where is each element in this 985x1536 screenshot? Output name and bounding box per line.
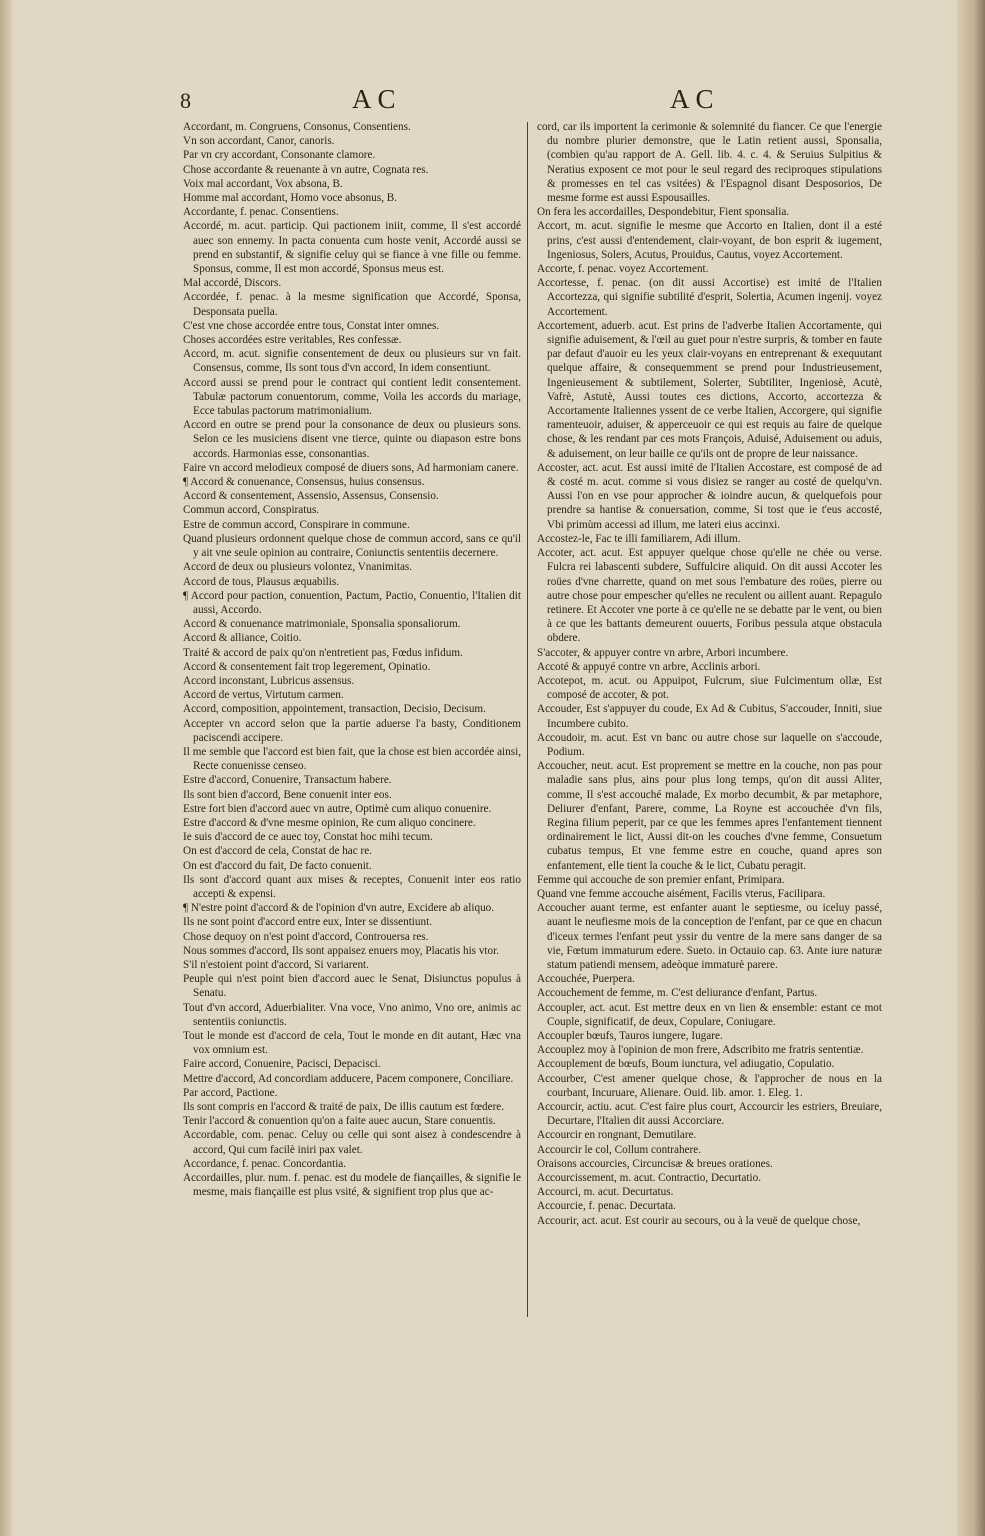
column-divider	[527, 122, 528, 1317]
dictionary-entry: Accorte, f. penac. voyez Accortement.	[537, 263, 709, 276]
dictionary-entry: Accouplement de bœufs, Boum iunctura, vel adiugatio, Copulatio.	[537, 1058, 835, 1071]
dictionary-entry: Accepter vn accord selon que la partie aduerse l'a basty, Conditionem paciscendi accipere.	[183, 717, 521, 744]
dictionary-entry: S'il n'estoient point d'accord, Si variarent.	[183, 958, 369, 971]
dictionary-entry: Accordé, m. acut. particip. Qui pactionem iniit, comme, Il s'est accordé auec son ennemy. In pacta conuenta cum hoste venit, Accordé aussi se prend en substantif, & signifie celuy qui se fiance à vne fille ou femme. Sponsus, comme, Il est mon accordé, Sponsus meus est.	[183, 220, 521, 276]
page-header	[180, 84, 940, 116]
dictionary-entry: Tenir l'accord & conuention qu'on a faite auec aucun, Stare conuentis.	[183, 1115, 496, 1128]
dictionary-entry: Par vn cry accordant, Consonante clamore.	[183, 149, 376, 162]
dictionary-entry: Accord & consentement, Assensio, Assensus, Consensio.	[183, 490, 439, 503]
dictionary-entry: Accouchement de femme, m. C'est deliurance d'enfant, Partus.	[537, 987, 818, 1000]
dictionary-entry: Ils sont compris en l'accord & traité de paix, De illis cautum est fœdere.	[183, 1101, 505, 1114]
dictionary-entry: Accordable, com. penac. Celuy ou celle qui sont aisez à condescendre à accord, Qui cum facilè iniri pax valet.	[183, 1129, 521, 1156]
dictionary-entry: Faire accord, Conuenire, Pacisci, Depacisci.	[183, 1058, 381, 1071]
dictionary-entry: Faire vn accord melodieux composé de diuers sons, Ad harmoniam canere.	[183, 461, 519, 474]
dictionary-entry: Accort, m. acut. signifie le mesme que Accorto en Italien, dont il a esté prins, c'est aussi d'entendement, clair-voyant, de bon esprit & iugement, Ingeniosus, Solers, Acutus, Prouidus, Cautus, voyez Accortement.	[537, 220, 882, 261]
dictionary-entry: Accostez-le, Fac te illi familiarem, Adi illum.	[537, 532, 741, 545]
dictionary-entry: Accoté & appuyé contre vn arbre, Acclinis arbori.	[537, 660, 761, 673]
dictionary-entry: C'est vne chose accordée entre tous, Constat inter omnes.	[183, 319, 440, 332]
dictionary-entry: Accord de deux ou plusieurs volontez, Vnanimitas.	[183, 561, 413, 574]
left-column	[183, 120, 521, 1199]
dictionary-entry: On est d'accord du fait, De facto conuenit.	[183, 859, 372, 872]
dictionary-entry: Estre fort bien d'accord auec vn autre, Optimè cum aliquo conuenire.	[183, 802, 492, 815]
dictionary-entry: On fera les accordailles, Despondebitur, Fient sponsalia.	[537, 206, 790, 219]
dictionary-entry: Tout le monde est d'accord de cela, Tout le monde en dit autant, Hæc vna vox omnium est.	[183, 1030, 521, 1057]
dictionary-entry: Mettre d'accord, Ad concordiam adducere, Pacem componere, Conciliare.	[183, 1072, 514, 1085]
dictionary-entry: Accoucher auant terme, est enfanter auant le septiesme, ou iceluy passé, auant le neufiesme mois de la conception de l'enfant, par ce que en chacun d'iceux termes l'enfant peut yssir du ventre de la mere sans danger de sa vie, Fœtum immaturum edere. Sueto. in Octauio cap. 63. Ante iure naturæ statum patiendi mensem, adeòque immaturè parere.	[537, 902, 882, 971]
dictionary-entry: Ils ne sont point d'accord entre eux, Inter se dissentiunt.	[183, 916, 433, 929]
dictionary-entry: Accord & alliance, Coitio.	[183, 632, 302, 645]
dictionary-entry: Accord inconstant, Lubricus assensus.	[183, 674, 355, 687]
dictionary-entry: Accord, composition, appointement, transaction, Decisio, Decisum.	[183, 703, 486, 716]
dictionary-entry: Accouder, Est s'appuyer du coude, Ex Ad & Cubitus, S'accouder, Inniti, siue Incumbere cubito.	[537, 703, 882, 730]
dictionary-entry: Traité & accord de paix qu'on n'entretient pas, Fœdus infidum.	[183, 646, 463, 659]
dictionary-entry: Chose accordante & reuenante à vn autre, Cognata res.	[183, 163, 429, 176]
dictionary-entry: Commun accord, Conspiratus.	[183, 504, 320, 517]
page-edge	[957, 0, 985, 1536]
dictionary-entry: Accord & conuenance matrimoniale, Sponsalia sponsaliorum.	[183, 618, 461, 631]
dictionary-entry: cord, car ils importent la cerimonie & solemnité du fiancer. Ce que l'energie du nombre plurier demonstre, que le Latin retient aussi, Sponsalia, (combien qu'au rapport de A. Gell. lib. 4. c. 4. & Seruius Sulpitius & Neratius exposent ce mot pour le seul regard des reciproques stipulations & promesses en tel cas vsitées) & l'Espagnol disant Desposorios, De mesme forme est aussi Espousailles.	[537, 121, 882, 205]
dictionary-entry: Accord & consentement fait trop legerement, Opinatio.	[183, 660, 431, 673]
left-column-head: AC	[352, 84, 402, 114]
page-binding	[0, 0, 14, 1536]
dictionary-entry: Estre d'accord & d'vne mesme opinion, Re cum aliquo concinere.	[183, 816, 476, 829]
dictionary-entry: Accordailles, plur. num. f. penac. est du modele de fiançailles, & signifie le mesme, mais fiançaille est plus vsité, & signifient trop plus que ac-	[183, 1172, 521, 1199]
dictionary-entry: On est d'accord de cela, Constat de hac re.	[183, 845, 373, 858]
dictionary-entry: Accordant, m. Congruens, Consonus, Consentiens.	[183, 121, 411, 133]
dictionary-entry: Femme qui accouche de son premier enfant, Primipara.	[537, 873, 785, 886]
dictionary-entry: Oraisons accourcies, Circuncisæ & breues orationes.	[537, 1157, 773, 1170]
dictionary-entry: Accouplez moy à l'opinion de mon frere, Adscribito me fratris sententiæ.	[537, 1044, 864, 1057]
dictionary-entry: Accourcir en rongnant, Demutilare.	[537, 1129, 697, 1142]
dictionary-entry: ¶ N'estre point d'accord & de l'opinion d'vn autre, Excidere ab aliquo.	[183, 902, 495, 915]
dictionary-entry: Ils sont d'accord quant aux mises & receptes, Conuenit inter eos ratio accepti & expensi.	[183, 873, 521, 900]
dictionary-entry: Accoupler, act. acut. Est mettre deux en vn lien & ensemble: estant ce mot Couple, significatif, de deux, Copulare, Coniugare.	[537, 1001, 882, 1028]
dictionary-entry: Voix mal accordant, Vox absona, B.	[183, 177, 343, 190]
dictionary-entry: Chose dequoy on n'est point d'accord, Controuersa res.	[183, 930, 429, 943]
dictionary-entry: Accord aussi se prend pour le contract qui contient ledit consentement. Tabulæ pactorum conuentorum, comme, Voila les accords du mariage, Ecce tabulas pactorum matrimonialium.	[183, 376, 521, 418]
dictionary-entry: Accouchée, Puerpera.	[537, 973, 635, 986]
dictionary-entry: Par accord, Pactione.	[183, 1086, 278, 1099]
dictionary-entry: Accordante, f. penac. Consentiens.	[183, 206, 339, 219]
dictionary-entry: Accotepot, m. acut. ou Appuipot, Fulcrum, siue Fulcimentum ollæ, Est composé de accoter, & pot.	[537, 674, 882, 702]
dictionary-entry: Accoudoir, m. acut. Est vn banc ou autre chose sur laquelle on s'accoude, Podium.	[537, 731, 882, 758]
dictionary-entry: Accordance, f. penac. Concordantia.	[183, 1157, 347, 1170]
dictionary-entry: S'accoter, & appuyer contre vn arbre, Arbori incumbere.	[537, 646, 789, 659]
page-number: 8	[180, 88, 191, 113]
dictionary-entry: Accortesse, f. penac. (on dit aussi Accortise) est imité de l'Italien Accortezza, qui signifie subtilité d'esprit, Solertia, Acumen ingenij. voyez Accortement.	[537, 277, 882, 318]
dictionary-entry: Choses accordées estre veritables, Res confessæ.	[183, 334, 402, 347]
dictionary-entry: Accoucher, neut. acut. Est proprement se mettre en la couche, non pas pour maladie sans plus, ains pour plus long temps, qu'on dit aussi Aliter, comme, Il s'est accouché malade, Ex morbo decumbit, & par metaphore, Deliurer d'enfant, Parere, comme, La Royne est accouchée d'vn fils, Regina filium peperit, par ce que les femmes apres l'enfantement tiennent ordinairement le lict, Aussi dit-on les couches d'vne femme, Consuetum cubatus tempus, Et vne femme estre en couche, quand apres son enfantement, elle tient la couche & le lict, Cubatu peragit.	[537, 760, 882, 872]
dictionary-entry: Accourir, act. acut. Est courir au secours, ou à la veuë de quelque chose,	[537, 1214, 861, 1227]
dictionary-entry: Accourcir le col, Collum contrahere.	[537, 1143, 702, 1156]
dictionary-entry: ¶ Accord pour paction, conuention, Pactum, Pactio, Conuentio, l'Italien dit aussi, Accordo.	[183, 589, 521, 616]
dictionary-entry: Accordée, f. penac. à la mesme signification que Accordé, Sponsa, Desponsata puella.	[183, 291, 521, 318]
dictionary-entry: Peuple qui n'est point bien d'accord auec le Senat, Disiunctus populus à Senatu.	[183, 973, 521, 1000]
dictionary-entry: ¶ Accord & conuenance, Consensus, huius consensus.	[183, 476, 425, 489]
dictionary-entry: Accoter, act. acut. Est appuyer quelque chose qu'elle ne chée ou verse. Fulcra rei labascenti subdere, Suffulcire aliquid. On dit aussi Accoter les roües d'vne charrette, quand on met sous l'embature des roües, pierre ou autre chose pour empescher qu'elles ne reculent ou aillent auant. Repagulo retinere. Et Accoter vne porte à ce qu'elle ne se debatte par le vent, ou bien à ce que les battants demeurent ouuerts, Foribus pessula atque obstacula obdere.	[537, 547, 882, 645]
dictionary-entry: Accoster, act. acut. Est aussi imité de l'Italien Accostare, est composé de ad & costé m. acut. comme si vous disiez se ranger au costé de quelqu'vn. Aussi l'on en vse pour approcher & ioindre aucun, & quelquefois pour prendre sa hantise & conuersation, comme, Si tost que ie t'eus accosté, Vbi primùm accessi ad illum, me lateri eius accinxi.	[537, 461, 882, 531]
dictionary-entry: Mal accordé, Discors.	[183, 277, 282, 290]
dictionary-entry: Estre d'accord, Conuenire, Transactum habere.	[183, 774, 392, 787]
dictionary-entry: Accourci, m. acut. Decurtatus.	[537, 1186, 674, 1199]
dictionary-entry: Homme mal accordant, Homo voce absonus, B.	[183, 192, 398, 205]
dictionary-entry: Vn son accordant, Canor, canoris.	[183, 135, 335, 148]
dictionary-entry: Quand plusieurs ordonnent quelque chose de commun accord, sans ce qu'il y ait vne seule opinion au contraire, Coniunctis sententiis decernere.	[183, 532, 521, 560]
dictionary-entry: Ie suis d'accord de ce auec toy, Constat hoc mihi tecum.	[183, 831, 433, 844]
dictionary-entry: Accourcie, f. penac. Decurtata.	[537, 1200, 676, 1213]
dictionary-entry: Estre de commun accord, Conspirare in commune.	[183, 518, 410, 531]
dictionary-entry: Accoupler bœufs, Tauros iungere, Iugare.	[537, 1030, 723, 1042]
dictionary-entry: Tout d'vn accord, Aduerbialiter. Vna voce, Vno animo, Vno ore, animis ac sententiis coniunctis.	[183, 1001, 521, 1028]
dictionary-entry: Accourcissement, m. acut. Contractio, Decurtatio.	[537, 1172, 761, 1185]
dictionary-entry: Nous sommes d'accord, Ils sont appaisez enuers moy, Placatis his vtor.	[183, 944, 500, 957]
dictionary-entry: Quand vne femme accouche aisément, Facilis vterus, Facilipara.	[537, 887, 826, 900]
dictionary-entry: Ils sont bien d'accord, Bene conuenit inter eos.	[183, 788, 392, 801]
dictionary-entry: Accord en outre se prend pour la consonance de deux ou plusieurs sons. Selon ce les musiciens disent vne tierce, quinte ou diapason estre bons accords. Harmonias esse, consonantias.	[183, 419, 521, 460]
right-column	[537, 120, 882, 1228]
dictionary-entry: Accourcir, actiu. acut. C'est faire plus court, Accourcir les estriers, Breuiare, Decurtare, l'Italien dit aussi Accorciare.	[537, 1101, 882, 1128]
dictionary-entry: Accord de vertus, Virtutum carmen.	[183, 689, 344, 702]
right-column-head: AC	[670, 84, 720, 114]
dictionary-entry: Accord de tous, Plausus æquabilis.	[183, 575, 339, 588]
dictionary-entry: Accourber, C'est amener quelque chose, & l'approcher de nous en la courbant, Incuruare, Alienare. Ouid. lib. amor. 1. Eleg. 1.	[537, 1072, 882, 1099]
dictionary-entry: Accortement, aduerb. acut. Est prins de l'adverbe Italien Accortamente, qui signifie aduisement, & l'œil au guet pour n'estre surpris, & tomber en faute par defaut d'auoir eu les yeux clair-voyans en entreprenant & exequutant quelque affaire, & consequemment se prend pour Industrieusement, Ingenieusement & subtilement, Solerter, Subtiliter, Ingeniosè, Acutè, Vafrè, Astutè, Aussi toutes ces dictions, Accorto, accortezza & Accortamente Italiennes yssent de ce verbe Italien, Accorgere, qui signifie ramenteuoir, aduiser, & apperceuoir ce qui est requis au faire de quelque chose, & les rendant par ces mots François, Aduisé, Aduisement ou aduis, & aduisement, on leur baille ce qu'ils ont de propre de leur naissance.	[537, 319, 882, 460]
dictionary-entry: Accord, m. acut. signifie consentement de deux ou plusieurs sur vn fait. Consensus, comme, Ils sont tous d'vn accord, In idem consentiunt.	[183, 348, 521, 375]
dictionary-entry: Il me semble que l'accord est bien fait, que la chose est bien accordée ainsi, Recte conuenisse censeo.	[183, 745, 521, 773]
